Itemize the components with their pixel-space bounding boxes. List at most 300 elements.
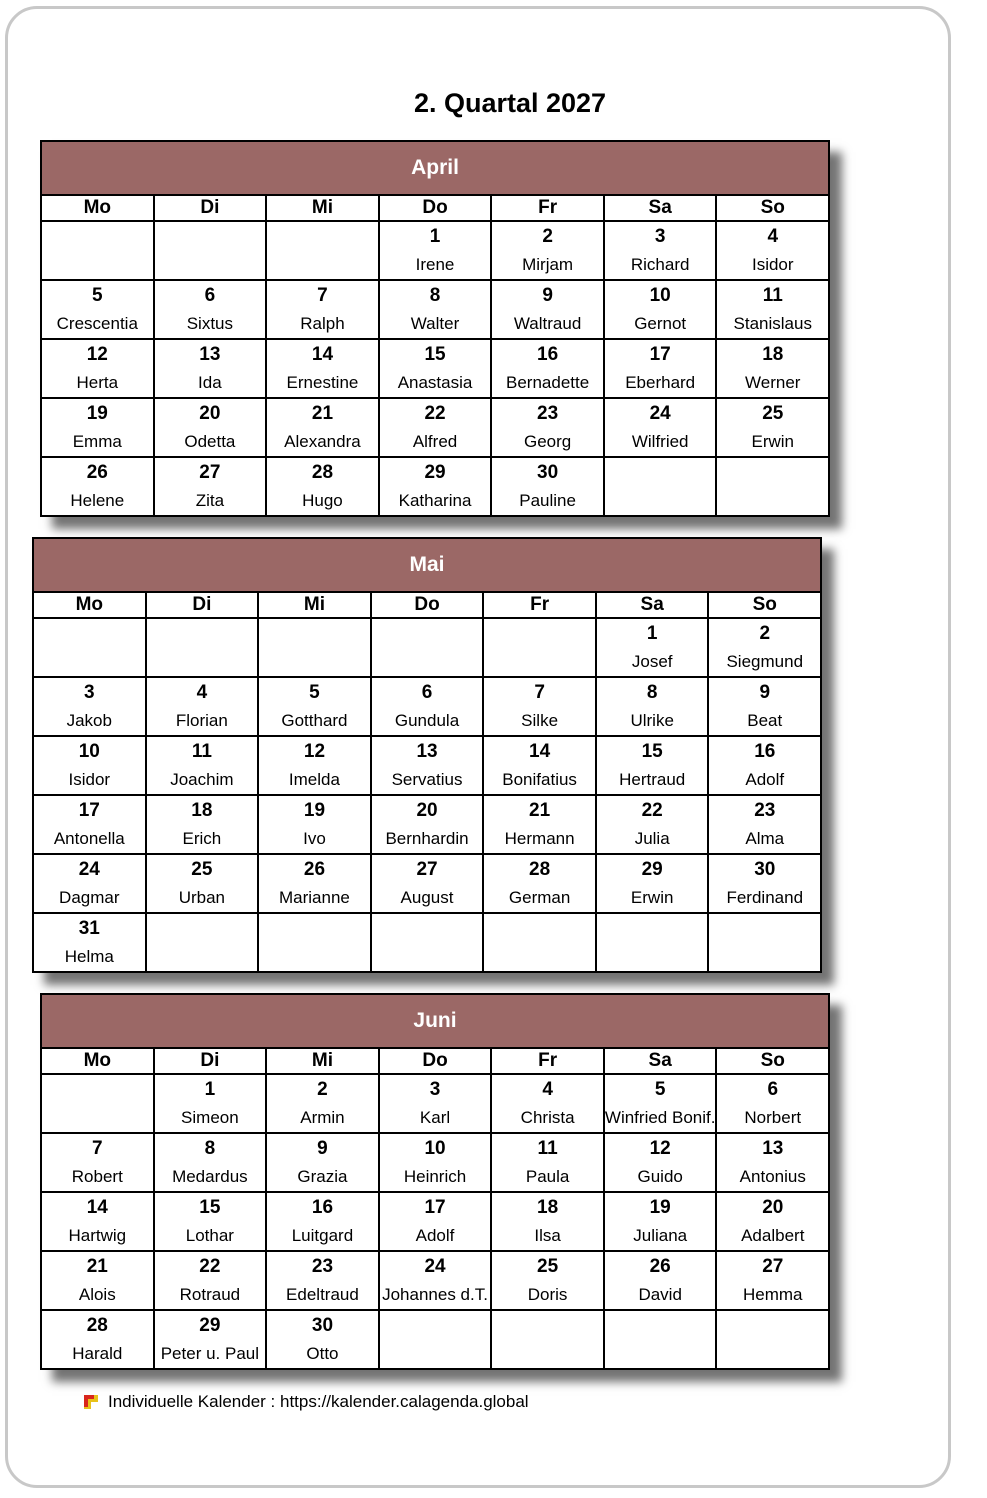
day-cell — [42, 458, 153, 515]
day-number: 26 — [86, 462, 108, 483]
day-cell — [378, 222, 491, 279]
day-number: 19 — [649, 1197, 671, 1218]
weekday-label: Do — [378, 1049, 491, 1073]
name-day: Alma — [745, 829, 785, 848]
day-cell — [603, 1193, 716, 1250]
name-day: Georg — [523, 432, 572, 451]
week-row — [42, 399, 828, 458]
name-day: Isidor — [751, 255, 794, 274]
day-cell — [595, 678, 708, 735]
name-day: Siegmund — [726, 652, 804, 671]
day-number: 14 — [311, 344, 334, 365]
month-title: Mai — [34, 539, 820, 593]
day-number: 29 — [199, 1315, 221, 1336]
week-row — [34, 855, 820, 914]
day-cell — [482, 855, 595, 912]
week-row — [34, 796, 820, 855]
day-number: 18 — [762, 344, 784, 365]
day-number: 20 — [199, 403, 221, 424]
name-day: Hartwig — [68, 1226, 127, 1245]
day-number: 6 — [204, 285, 216, 306]
day-number: 13 — [199, 344, 221, 365]
day-number: 5 — [309, 682, 320, 703]
name-day: Hermann — [504, 829, 575, 848]
empty-day-cell — [482, 619, 595, 676]
day-number: 2 — [317, 1079, 328, 1100]
day-cell — [603, 1252, 716, 1309]
day-cell — [715, 222, 828, 279]
name-day: Ralph — [300, 314, 345, 333]
weekday-label: Sa — [595, 593, 708, 617]
day-number: 8 — [204, 1138, 216, 1159]
day-number: 26 — [303, 859, 326, 880]
name-day: Anastasia — [397, 373, 473, 392]
name-day: Ernestine — [286, 373, 359, 392]
name-day: Winfried Bonif. — [604, 1108, 716, 1127]
day-cell — [482, 796, 595, 853]
day-number: 27 — [416, 859, 438, 880]
name-day: Eberhard — [625, 373, 696, 392]
day-number: 11 — [537, 1138, 558, 1159]
weekday-label: So — [715, 196, 828, 220]
day-number: 16 — [754, 741, 776, 762]
empty-day-cell — [490, 1311, 603, 1368]
day-number: 24 — [649, 403, 671, 424]
day-cell — [378, 458, 491, 515]
day-number: 28 — [311, 462, 334, 483]
name-day: Karl — [419, 1108, 451, 1127]
day-cell — [715, 1193, 828, 1250]
month-sheet — [40, 140, 830, 517]
day-number: 23 — [537, 403, 559, 424]
week-row — [34, 619, 820, 678]
day-number: 19 — [86, 403, 108, 424]
name-day: Emma — [72, 432, 122, 451]
empty-day-cell — [603, 458, 716, 515]
empty-day-cell — [257, 619, 370, 676]
day-number: 12 — [86, 344, 108, 365]
name-day: Ferdinand — [726, 888, 804, 907]
name-day: Mirjam — [522, 255, 574, 274]
day-cell — [715, 1075, 828, 1132]
week-rows — [42, 1075, 828, 1368]
name-day: Urban — [178, 888, 226, 907]
name-day: Herta — [76, 373, 119, 392]
day-cell — [715, 281, 828, 338]
day-cell — [34, 796, 145, 853]
day-number: 30 — [311, 1315, 334, 1336]
name-day: Guido — [637, 1167, 683, 1186]
name-day: Wilfried — [631, 432, 689, 451]
name-day: Sixtus — [186, 314, 234, 333]
weekday-header — [42, 196, 828, 222]
day-number: 9 — [759, 682, 771, 703]
day-number: 11 — [762, 285, 783, 306]
name-day: Silke — [521, 711, 559, 730]
day-number: 31 — [78, 918, 100, 939]
day-number: 4 — [542, 1079, 553, 1100]
weekday-header — [42, 1049, 828, 1075]
name-day: Juliana — [633, 1226, 688, 1245]
weekday-label: So — [715, 1049, 828, 1073]
name-day: Gundula — [394, 711, 460, 730]
week-row — [42, 1075, 828, 1134]
day-cell — [265, 1134, 378, 1191]
day-cell — [490, 1193, 603, 1250]
day-number: 13 — [416, 741, 438, 762]
day-number: 28 — [529, 859, 551, 880]
day-number: 22 — [199, 1256, 221, 1277]
day-cell — [42, 399, 153, 456]
day-cell — [715, 1252, 828, 1309]
name-day: Lothar — [185, 1226, 234, 1245]
day-number: 24 — [78, 859, 100, 880]
name-day: Erwin — [630, 888, 674, 907]
day-number: 6 — [767, 1079, 779, 1100]
name-day: Zita — [195, 491, 225, 510]
day-number: 22 — [641, 800, 663, 821]
weekday-label: Di — [153, 196, 266, 220]
day-cell — [707, 737, 820, 794]
week-row — [42, 340, 828, 399]
week-row — [42, 1252, 828, 1311]
weekday-label: Do — [370, 593, 483, 617]
weekday-label: Di — [153, 1049, 266, 1073]
empty-day-cell — [370, 619, 483, 676]
day-cell — [257, 737, 370, 794]
name-day: Heinrich — [403, 1167, 467, 1186]
day-number: 16 — [537, 344, 559, 365]
day-cell — [378, 340, 491, 397]
name-day: David — [638, 1285, 682, 1304]
empty-day-cell — [265, 222, 378, 279]
day-number: 30 — [754, 859, 776, 880]
day-number: 10 — [78, 741, 100, 762]
day-cell — [265, 340, 378, 397]
weekday-label: Mo — [83, 1050, 111, 1071]
name-day: Isidor — [68, 770, 111, 789]
name-day: Hemma — [743, 1285, 803, 1304]
name-day: Peter u. Paul — [160, 1344, 259, 1363]
name-day: Antonella — [53, 829, 125, 848]
name-day: Alexandra — [284, 432, 361, 451]
name-day: Imelda — [288, 770, 340, 789]
day-cell — [265, 1252, 378, 1309]
day-number: 30 — [537, 462, 559, 483]
day-cell — [707, 796, 820, 853]
calagenda-logo-icon — [82, 1393, 100, 1411]
day-cell — [378, 1075, 491, 1132]
day-cell — [482, 678, 595, 735]
day-number: 1 — [204, 1079, 216, 1100]
day-cell — [595, 855, 708, 912]
week-row — [42, 1193, 828, 1252]
day-cell — [34, 737, 145, 794]
weekday-label: So — [707, 593, 820, 617]
day-number: 2 — [542, 226, 553, 247]
day-cell — [707, 678, 820, 735]
name-day: Ida — [198, 373, 222, 392]
day-cell — [490, 222, 603, 279]
name-day: Werner — [745, 373, 801, 392]
empty-day-cell — [42, 222, 153, 279]
day-cell — [34, 678, 145, 735]
weekday-label: Mi — [257, 593, 370, 617]
day-cell — [490, 1252, 603, 1309]
day-number: 12 — [649, 1138, 671, 1159]
day-cell — [603, 1075, 716, 1132]
weekday-label: Sa — [603, 196, 716, 220]
name-day: German — [508, 888, 571, 907]
name-day: Marianne — [279, 888, 350, 907]
name-day: Bernadette — [506, 373, 590, 392]
day-number: 13 — [762, 1138, 784, 1159]
day-cell — [715, 1134, 828, 1191]
name-day: Alois — [78, 1285, 116, 1304]
weekday-label: Fr — [482, 593, 595, 617]
day-cell — [378, 1134, 491, 1191]
day-number: 14 — [529, 741, 551, 762]
day-cell — [257, 678, 370, 735]
day-cell — [265, 1311, 378, 1368]
day-cell — [153, 1311, 266, 1368]
name-day: Rotraud — [179, 1285, 241, 1304]
name-day: Crescentia — [56, 314, 138, 333]
day-cell — [265, 399, 378, 456]
day-cell — [257, 855, 370, 912]
day-number: 10 — [649, 285, 671, 306]
empty-day-cell — [715, 1311, 828, 1368]
day-cell — [595, 737, 708, 794]
name-day: Harald — [72, 1344, 123, 1363]
empty-day-cell — [482, 914, 595, 971]
day-number: 25 — [537, 1256, 559, 1277]
day-number: 12 — [303, 741, 326, 762]
weekday-label: Mi — [265, 1049, 378, 1073]
empty-day-cell — [257, 914, 370, 971]
name-day: Ulrike — [630, 711, 674, 730]
name-day: Ilsa — [534, 1226, 561, 1245]
footer-text[interactable]: Individuelle Kalender : https://kalender.calagenda.global — [108, 1392, 529, 1411]
day-cell — [490, 1075, 603, 1132]
empty-day-cell — [34, 619, 145, 676]
name-day: Beat — [747, 711, 783, 730]
day-cell — [378, 281, 491, 338]
day-cell — [153, 1193, 266, 1250]
name-day: Luitgard — [291, 1226, 354, 1245]
day-number: 7 — [92, 1138, 103, 1159]
week-row — [34, 914, 820, 971]
name-day: Ivo — [303, 829, 326, 848]
name-day: Christa — [520, 1108, 575, 1127]
day-number: 21 — [86, 1256, 108, 1277]
name-day: Erwin — [751, 432, 795, 451]
empty-day-cell — [153, 222, 266, 279]
day-number: 10 — [424, 1138, 446, 1159]
day-cell — [145, 678, 258, 735]
day-number: 4 — [196, 682, 208, 703]
day-number: 15 — [641, 741, 663, 762]
name-day: Bernhardin — [385, 829, 469, 848]
day-number: 5 — [92, 285, 103, 306]
empty-day-cell — [42, 1075, 153, 1132]
day-cell — [153, 399, 266, 456]
empty-day-cell — [145, 619, 258, 676]
day-number: 8 — [429, 285, 441, 306]
name-day: Bonifatius — [502, 770, 577, 789]
day-cell — [265, 1075, 378, 1132]
day-cell — [265, 281, 378, 338]
day-number: 1 — [646, 623, 658, 644]
day-cell — [153, 1252, 266, 1309]
name-day: Paula — [525, 1167, 570, 1186]
day-number: 15 — [199, 1197, 221, 1218]
day-cell — [370, 737, 483, 794]
day-number: 23 — [311, 1256, 334, 1277]
name-day: Doris — [527, 1285, 568, 1304]
name-day: Irene — [415, 255, 455, 274]
name-day: Josef — [631, 652, 673, 671]
day-cell — [265, 458, 378, 515]
day-number: 21 — [529, 800, 551, 821]
day-cell — [715, 399, 828, 456]
day-cell — [603, 399, 716, 456]
name-day: Waltraud — [513, 314, 582, 333]
day-cell — [42, 1252, 153, 1309]
day-cell — [490, 340, 603, 397]
day-cell — [34, 855, 145, 912]
week-row — [42, 281, 828, 340]
day-number: 7 — [534, 682, 545, 703]
name-day: Gernot — [634, 314, 687, 333]
day-cell — [153, 458, 266, 515]
day-cell — [707, 619, 820, 676]
name-day: Armin — [300, 1108, 345, 1127]
day-cell — [42, 1311, 153, 1368]
day-number: 27 — [762, 1256, 784, 1277]
day-cell — [603, 222, 716, 279]
day-cell — [715, 340, 828, 397]
day-number: 22 — [424, 403, 446, 424]
name-day: Adalbert — [741, 1226, 805, 1245]
weekday-label: Di — [145, 593, 258, 617]
name-day: Katharina — [398, 491, 472, 510]
empty-day-cell — [145, 914, 258, 971]
day-cell — [153, 281, 266, 338]
name-day: Helene — [70, 491, 125, 510]
day-number: 25 — [191, 859, 213, 880]
day-number: 28 — [86, 1315, 108, 1336]
day-number: 20 — [416, 800, 438, 821]
name-day: Alfred — [412, 432, 458, 451]
footer — [82, 1392, 529, 1412]
day-cell — [378, 1193, 491, 1250]
day-cell — [603, 281, 716, 338]
empty-day-cell — [707, 914, 820, 971]
day-cell — [378, 399, 491, 456]
day-number: 20 — [762, 1197, 784, 1218]
week-row — [42, 222, 828, 281]
empty-day-cell — [715, 458, 828, 515]
day-cell — [378, 1252, 491, 1309]
weekday-label: Fr — [490, 196, 603, 220]
name-day: Jakob — [66, 711, 112, 730]
week-row — [42, 1311, 828, 1368]
name-day: Joachim — [170, 770, 234, 789]
weekday-label: Mo — [75, 594, 103, 615]
empty-day-cell — [603, 1311, 716, 1368]
day-cell — [42, 1134, 153, 1191]
day-number: 15 — [424, 344, 446, 365]
week-row — [34, 737, 820, 796]
name-day: Richard — [630, 255, 690, 274]
day-number: 11 — [191, 741, 212, 762]
week-row — [34, 678, 820, 737]
name-day: Walter — [410, 314, 460, 333]
weekday-header — [34, 593, 820, 619]
day-number: 9 — [542, 285, 553, 306]
name-day: Johannes d.T. — [382, 1285, 488, 1304]
day-cell — [153, 1134, 266, 1191]
day-cell — [370, 855, 483, 912]
name-day: Edeltraud — [286, 1285, 359, 1304]
day-cell — [145, 737, 258, 794]
day-cell — [482, 737, 595, 794]
day-number: 26 — [649, 1256, 671, 1277]
name-day: Odetta — [184, 432, 236, 451]
day-number: 18 — [537, 1197, 559, 1218]
day-number: 8 — [646, 682, 658, 703]
day-number: 29 — [424, 462, 446, 483]
name-day: Florian — [175, 711, 228, 730]
day-number: 6 — [421, 682, 433, 703]
day-number: 7 — [317, 285, 328, 306]
weekday-label: Sa — [603, 1049, 716, 1073]
day-cell — [490, 399, 603, 456]
day-cell — [145, 796, 258, 853]
name-day: Erich — [182, 829, 222, 848]
name-day: Norbert — [744, 1108, 802, 1127]
day-number: 16 — [311, 1197, 334, 1218]
name-day: Pauline — [519, 491, 576, 510]
day-number: 21 — [311, 403, 334, 424]
name-day: Gotthard — [281, 711, 348, 730]
empty-day-cell — [370, 914, 483, 971]
day-cell — [490, 458, 603, 515]
name-day: Servatius — [391, 770, 463, 789]
day-cell — [603, 340, 716, 397]
name-day: Stanislaus — [733, 314, 812, 333]
name-day: Dagmar — [59, 888, 120, 907]
day-number: 18 — [191, 800, 213, 821]
weekday-label: Fr — [490, 1049, 603, 1073]
day-cell — [707, 855, 820, 912]
day-cell — [145, 855, 258, 912]
name-day: Antonius — [739, 1167, 806, 1186]
day-cell — [370, 796, 483, 853]
day-number: 1 — [429, 226, 441, 247]
name-day: Adolf — [415, 1226, 455, 1245]
week-rows — [34, 619, 820, 971]
day-cell — [490, 1134, 603, 1191]
day-cell — [595, 619, 708, 676]
name-day: Robert — [71, 1167, 123, 1186]
month-title: April — [42, 142, 828, 196]
empty-day-cell — [595, 914, 708, 971]
name-day: Julia — [634, 829, 670, 848]
day-cell — [265, 1193, 378, 1250]
month-sheet — [40, 993, 830, 1370]
